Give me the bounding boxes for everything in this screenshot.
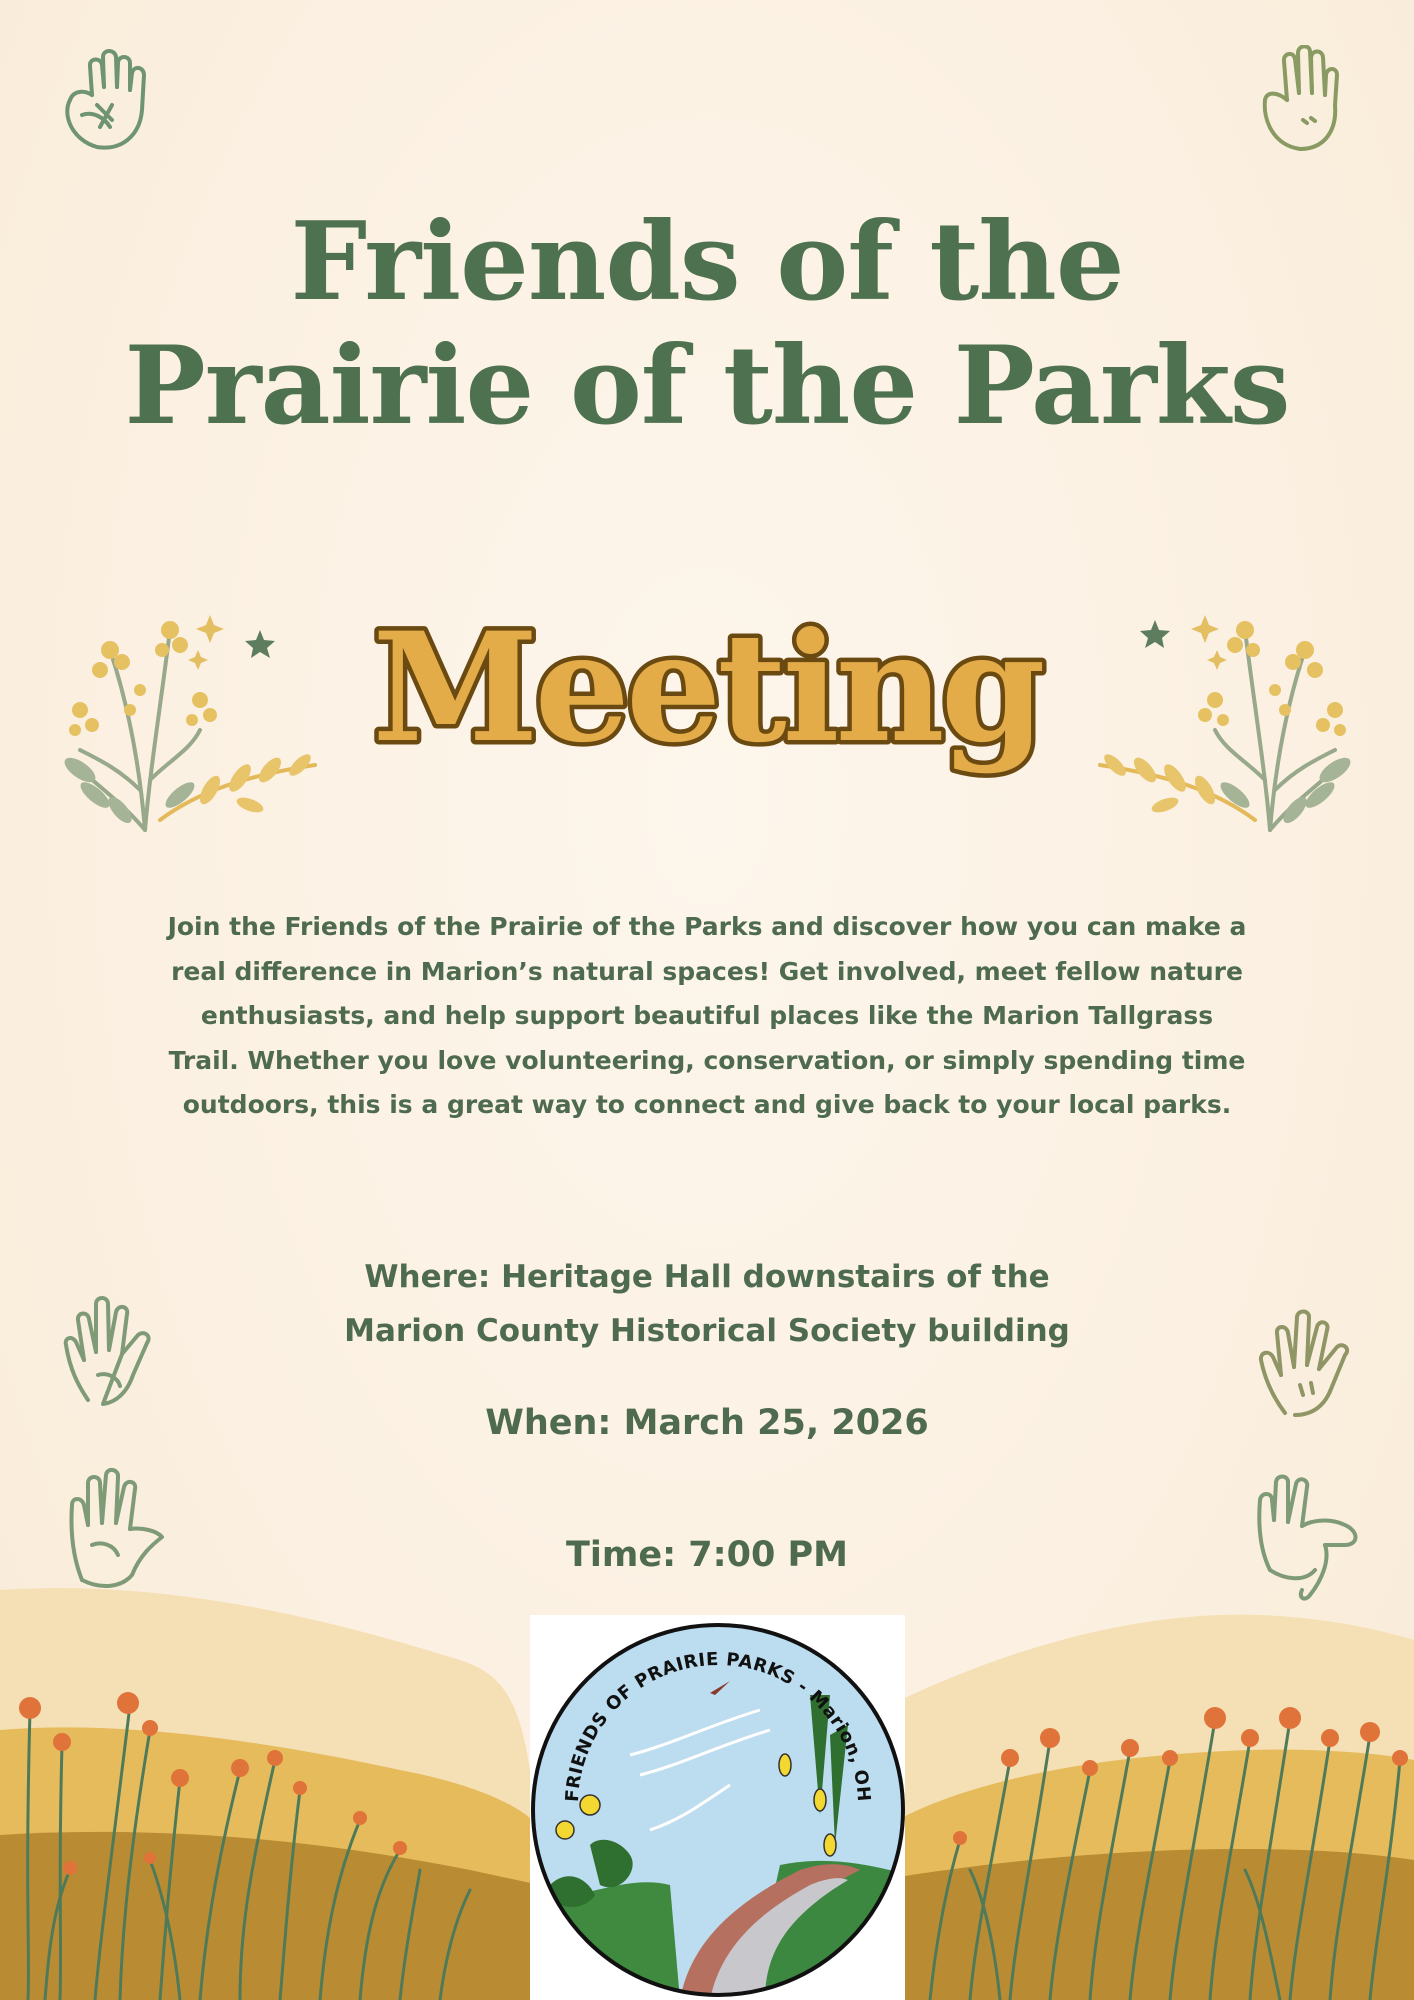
- meeting-headline: [0, 590, 1414, 810]
- title-line-2: Prairie of the Parks: [124, 323, 1290, 449]
- hand-icon-top-right: [1255, 45, 1345, 155]
- logo-graphic: [530, 1615, 905, 2000]
- description-text: Join the Friends of the Prairie of the Parks and discover how you can make a real difference in Marion’s natural spaces! Get involved, meet fellow nature enthusiasts, and help support beautiful places like the Marion Tallgrass Trail. Whether you love volunteering, conservation, or simply spending time outdoors, this is a great way to connect and give back to your local parks.: [167, 912, 1247, 1119]
- friends-logo: [530, 1615, 905, 2000]
- when-text: When: March 25, 2026: [485, 1403, 929, 1443]
- where-block: [0, 1250, 1414, 1358]
- hand-icon-top-left: [52, 45, 152, 155]
- title-line-1: Friends of the: [290, 199, 1124, 325]
- time-text: Time: 7:00 PM: [566, 1535, 848, 1575]
- meeting-text: Meeting: [372, 600, 1042, 776]
- where-line-1: Where: Heritage Hall downstairs of the: [364, 1259, 1050, 1295]
- logo-ring-text: FRIENDS OF PRAIRIE PARKS - Marion, OH: [561, 1648, 875, 1803]
- where-line-2: Marion County Historical Society building: [344, 1313, 1070, 1349]
- hand-icon-mid-left-1: [58, 1290, 163, 1410]
- page-title: [0, 200, 1414, 448]
